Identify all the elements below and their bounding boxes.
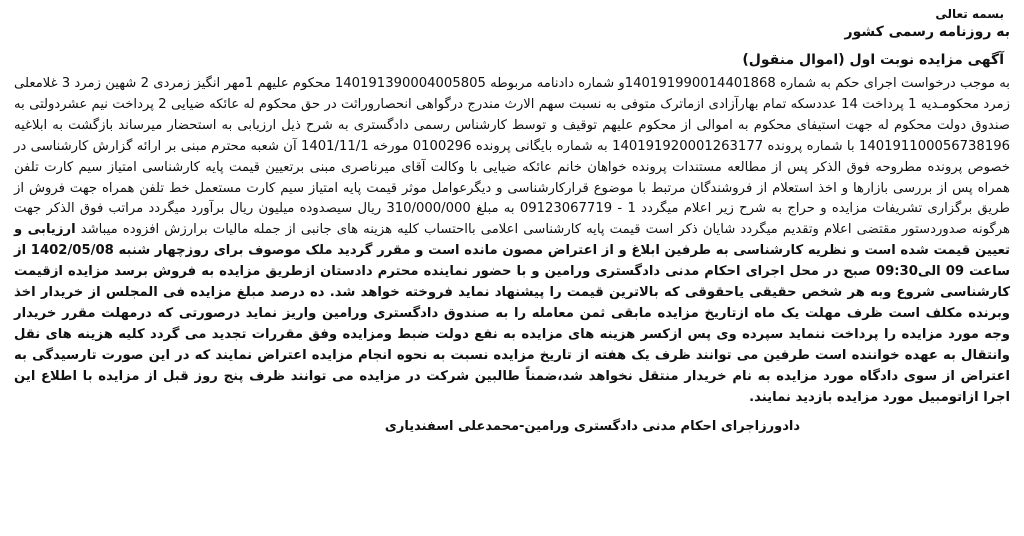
signature-line: دادورزاجرای احکام مدنی دادگستری ورامین-محمدعلی اسفندیاری [384, 418, 800, 434]
notice-title: آگهی مزایده نوبت اول (اموال منقول) [742, 52, 1004, 68]
notice-body-regular: به موجب درخواست اجرای حکم به شماره 140191990014401868و شماره دادنامه مربوطه 140191390004005805 محکوم علیهم 1مهر انگیز زمردی 2 شهین زمرد 3 غلامعلی زمرد محکومـدیه 1 پرداخت 14 عددسکه تمام بهارآزادی ازماترک متوفی به نسبت سهم الارث مندرج درگواهی انحصاروراثت در حق محکوم له عائکه ضیایی 2 پرداخت نیم عشردولتی به صندوق دولت محکوم له جهت استیفای محکوم به اموالی از محکوم علیهم توقیف و توسط کارشناس رسمی دادگستری به شرح ذیل ارزیابی به استحضار میرساند بازگشت به ابلاغیه 140191100056738196 با شماره پرونده 140191920001263177 به شماره بایگانی پرونده 0100296 مورخه 1401/11/1 آن شعبه محترم مبنی بر ارائه گزارش کارشناسی در خصوص پرونده مطروحه فوق الذکر پس از مطالعه مستندات پرونده خواهان خانم عائکه ضیایی با وکالت آقای میرناصری مبنی برتعیین قیمت پایه کارشناسی امتیاز سیم کارت تلفن همراه پس از بررسی بازارها و اخذ استعلام از فروشندگان مرتبط با موضوع قرارکارشناسی و دیگرعوامل موثر قیمت پایه امتیاز سیم کارت مستعمل خط تلفن همراه جهت فروش از طریق برگزاری تشریفات مزایده و حراج به شرح زیر اعلام میگردد 1 - 09123067719 به مبلغ 310/000/000 ریال سیصدوده میلیون ریال برآورد میگردد مراتب فوق الذکر جهت هرگونه صدوردستور مقتضی اعلام وتقدیم میگردد شایان ذکر است قیمت پایه کارشناسی اعلامی بااحتساب کلیه هزینه های جانبی از جمله مالیات برارزش افزوده میباشد [14, 76, 1010, 238]
newspaper-heading: به روزنامه رسمی کشور [844, 24, 1010, 40]
bismillah-heading: بسمه تعالی [935, 7, 1004, 21]
notice-body [14, 74, 1010, 409]
notice-body-bold: ارزیابی و تعیین قیمت شده است و نظریه کارشناسی به طرفین ابلاغ و از اعتراض مصون مانده است و مقرر گردید ملک موصوف برای روزچهار شنبه 1402/05/08 از ساعت 09 الی09:30 صبح در محل اجرای احکام مدنی دادگستری ورامین و با حضور نماینده محترم دادستان ازطریق مزایده به فروش برسد مزایده ازقیمت کارشناسی شروع وبه هر شخص حقیقی یاحقوقی که بالاترین قیمت را پیشنهاد نماید فروخته خواهد شد. ده درصد مبلغ مزایده فی المجلس از خریدار اخذ وبرنده مکلف است ظرف مهلت یک ماه ازتاریخ مزایده مابقی ثمن معامله را به صندوق دادگستری ورامین واریز نماید درصورتی که درمهلت مقرر خریدار وجه مورد مزایده را پرداخت ننماید سپرده وی پس ازکسر هزینه های مزایده به نفع دولت ضبط ومزایده وفق مقررات تجدید می گردد کلیه هزینه های نقل وانتقال به عهده خواننده است طرفین می توانند ظرف یک هفته از تاریخ مزایده نسبت به نحوه انجام مزایده اعتراض نمایند که در این صورت تارسیدگی به اعتراض از سوی دادگاه مورد مزایده به نام خریدار منتقل نخواهد شد،ضمناً طالبین شرکت در مزایده می توانند ظرف پنج روز قبل از مزایده با اطلاع این اجرا ازاتومبیل مورد مزایده بازدید نمایند. [14, 222, 1010, 405]
